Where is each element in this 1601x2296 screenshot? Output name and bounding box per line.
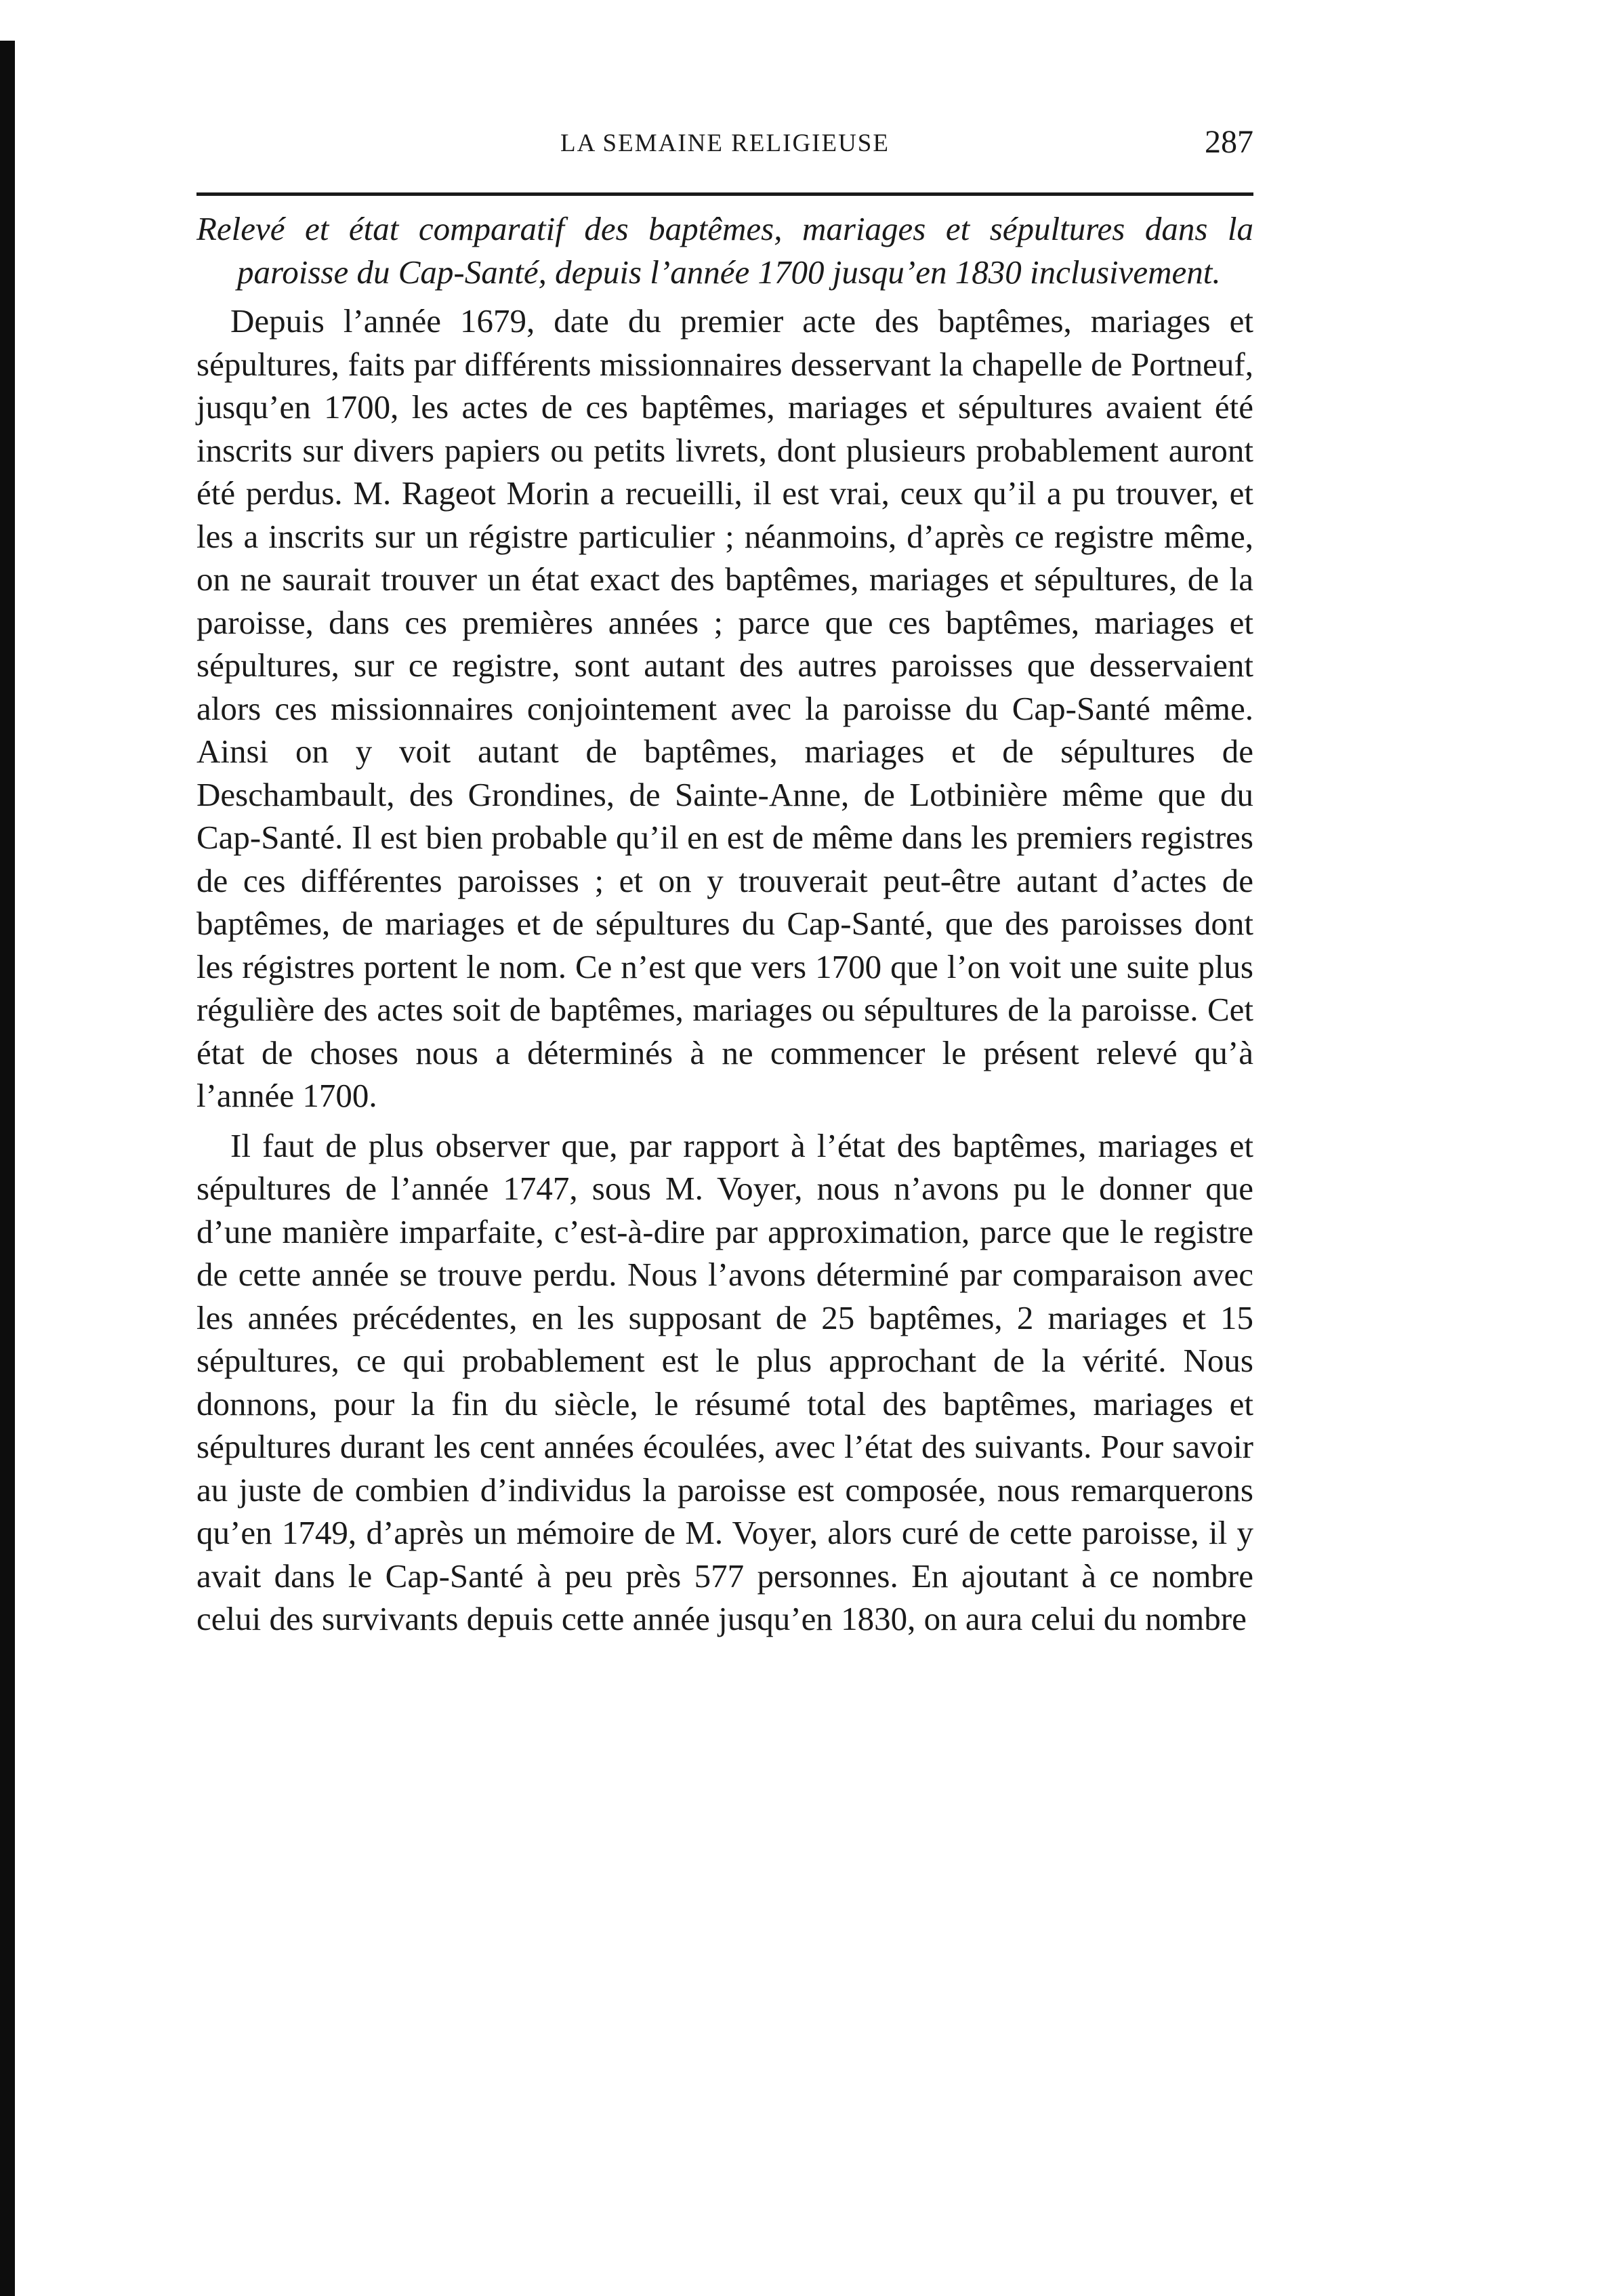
article-body [196, 207, 1253, 1647]
page-header [196, 124, 1253, 176]
page-number: 287 [1205, 124, 1253, 160]
header-rule [196, 192, 1253, 196]
article-title: Relevé et état comparatif des baptêmes, mariages et sépultures dans la paroisse du Cap-Santé, depuis l’année 1700 jusqu’en 1830 inclusivement. [196, 210, 1253, 291]
paragraph-1: Depuis l’année 1679, date du premier acte des baptêmes, mariages et sépultures, faits par différents missionnaires desservant la chapelle de Portneuf, jusqu’en 1700, les actes de ces baptêmes, mariages et sépultures avaient été inscrits sur divers papiers ou petits livrets, dont plusieurs probablement auront été perdus. M. Rageot Morin a recueilli, il est vrai, ceux qu’il a pu trouver, et les a inscrits sur un régistre particulier ; néanmoins, d’après ce registre même, on ne saurait trouver un état exact des baptêmes, mariages et sépultures, de la paroisse, dans ces premières années ; parce que ces baptêmes, mariages et sépultures, sur ce registre, sont autant des autres paroisses que desservaient alors ces missionnaires conjointement avec la paroisse du Cap-Santé même. Ainsi on y voit autant de baptêmes, mariages et de sépultures de Deschambault, des Grondines, de Sainte-Anne, de Lotbinière même que du Cap-Santé. Il est bien probable qu’il en est de même dans les premiers registres de ces différentes paroisses ; et on y trouverait peut-être autant d’actes de baptêmes, de mariages et de sépultures du Cap-Santé, que des paroisses dont les régistres portent le nom. Ce n’est que vers 1700 que l’on voit une suite plus régulière des actes soit de baptêmes, mariages ou sépultures de la paroisse. Cet état de choses nous a déterminés à ne commencer le présent relevé qu’à l’année 1700. [196, 302, 1253, 1114]
paragraph-2: Il faut de plus observer que, par rapport à l’état des baptêmes, mariages et sépultures de l’année 1747, sous M. Voyer, nous n’avons pu le donner que d’une manière imparfaite, c’est-à-dire par approximation, parce que le registre de cette année se trouve perdu. Nous l’avons déterminé par comparaison avec les années précédentes, en les supposant de 25 baptêmes, 2 mariages et 15 sépultures, ce qui probablement est le plus approchant de la vérité. Nous donnons, pour la fin du siècle, le résumé total des baptêmes, mariages et sépultures durant les cent années écoulées, avec l’état des suivants. Pour savoir au juste de combien d’individus la paroisse est composée, nous remarquerons qu’en 1749, d’après un mémoire de M. Voyer, alors curé de cette paroisse, il y avait dans le Cap-Santé à peu près 577 personnes. En ajoutant à ce nombre celui des survivants depuis cette année jusqu’en 1830, on aura celui du nombre [196, 1126, 1253, 1637]
running-head: LA SEMAINE RELIGIEUSE [560, 129, 890, 157]
binding-edge [0, 41, 15, 2296]
